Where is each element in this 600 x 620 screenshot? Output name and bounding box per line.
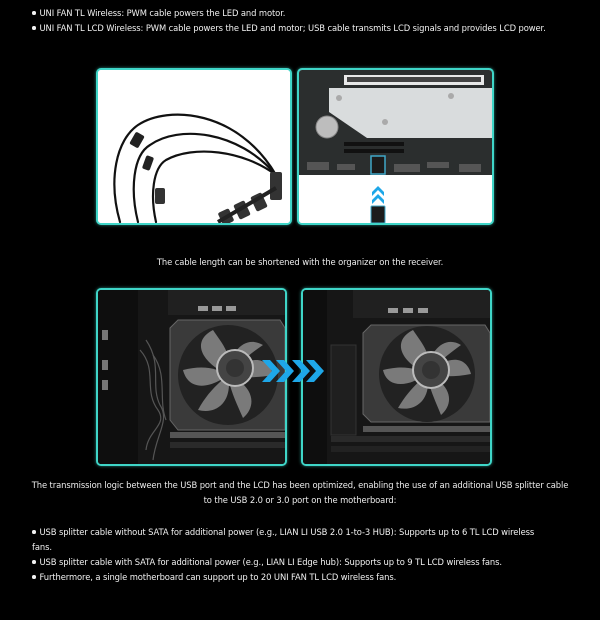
cable-harness-illustration	[98, 70, 290, 223]
motherboard-illustration	[299, 70, 492, 223]
fan-installed-organized-illustration	[303, 290, 490, 464]
bullet-dot-icon	[32, 11, 36, 15]
double-chevron-right-icon	[262, 360, 324, 382]
usb-transmission-caption: The transmission logic between the USB port and the LCD has been optimized, enabling the use of an additional USB splitter cable to the USB 2.0 or 3.0 port on the motherboard:	[31, 480, 569, 505]
motherboard-usb-header-image	[297, 68, 494, 225]
bullet-dot-icon	[32, 560, 36, 564]
bullet-item: USB splitter cable without SATA for additional power (e.g., LIAN LI USB 2.0 1-to-3 HUB): Supports up to 6 TL LCD wireless fans.	[32, 527, 535, 552]
bullet-item: USB splitter cable with SATA for additional power (e.g., LIAN LI Edge hub): Supports up to 9 TL LCD wireless fans.	[32, 555, 552, 570]
bullet-dot-icon	[32, 26, 36, 30]
bullet-item: Furthermore, a single motherboard can support up to 20 UNI FAN TL LCD wireless fans.	[32, 570, 552, 585]
usb-splitter-bullet-list	[32, 525, 552, 585]
bullet-dot-icon	[32, 530, 36, 534]
bullet-dot-icon	[32, 575, 36, 579]
fan-after-organizing-image	[301, 288, 492, 466]
cable-harness-image	[96, 68, 292, 225]
bullet-item: UNI FAN TL Wireless: PWM cable powers the LED and motor.	[32, 6, 552, 21]
fan-before-organizing-image	[96, 288, 287, 466]
bullet-item: UNI FAN TL LCD Wireless: PWM cable powers the LED and motor; USB cable transmits LCD signals and provides LCD power.	[32, 21, 552, 36]
fan-installed-illustration	[98, 290, 285, 464]
cable-power-bullet-list	[32, 6, 552, 36]
cable-organizer-caption: The cable length can be shortened with the organizer on the receiver.	[156, 257, 444, 267]
